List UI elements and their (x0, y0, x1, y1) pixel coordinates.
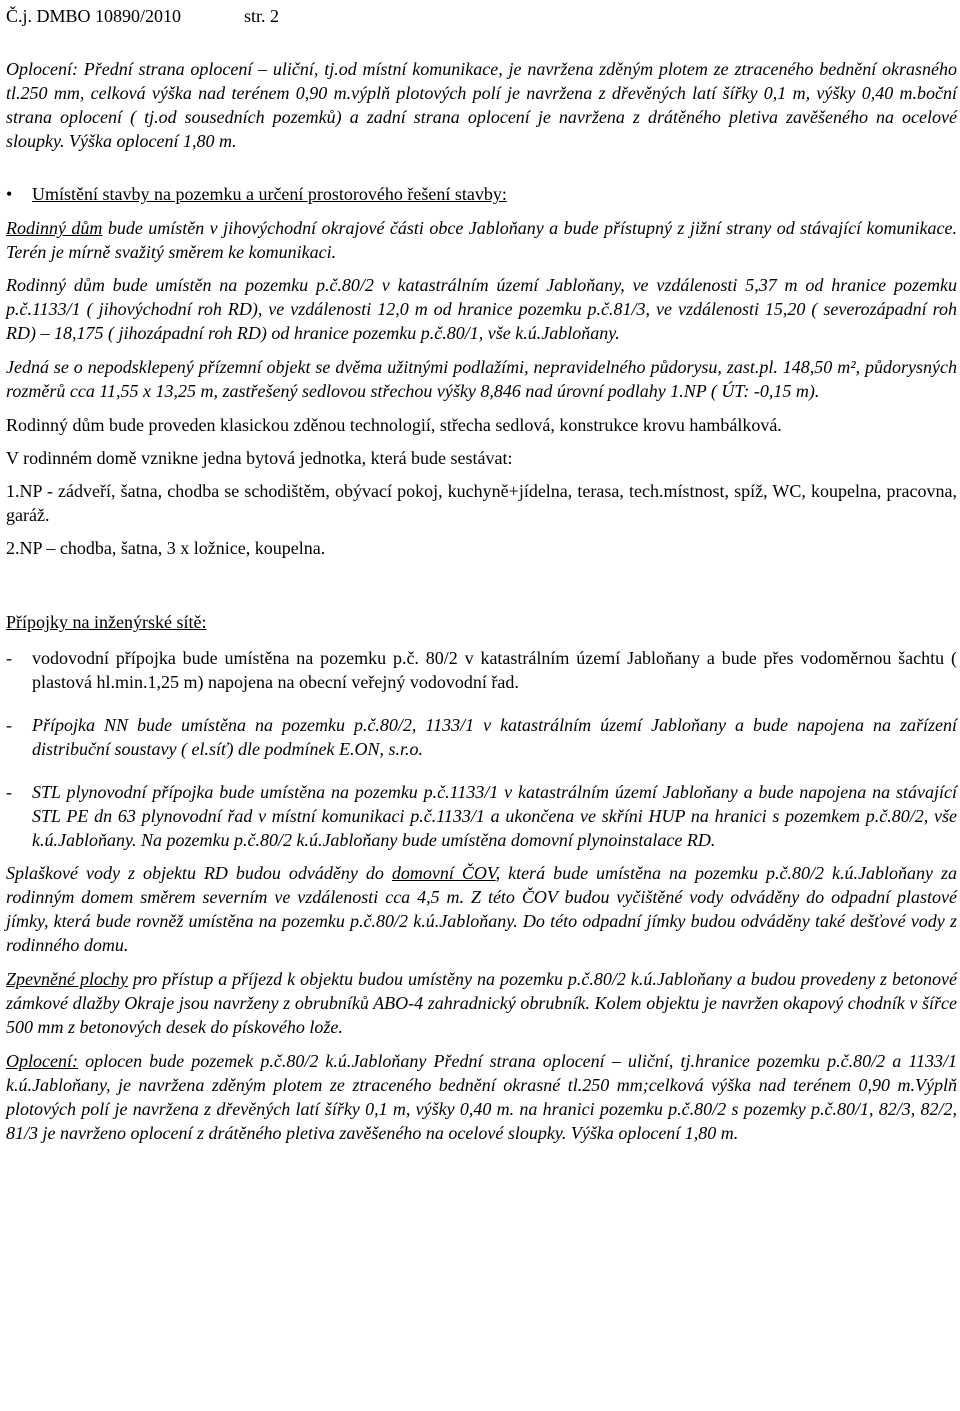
septic-tank-label: domovní ČOV (391, 863, 496, 883)
section-heading-placement (6, 182, 957, 206)
page-number: str. 2 (244, 6, 280, 26)
water-connection-text: vodovodní přípojka bude umístěna na pozemku p.č. 80/2 v katastrálním území Jabloňany a bude přes vodoměrnou šachtu ( plastová hl.min.1,25 m) napojena na obecní veřejný vodovodní řad. (32, 648, 957, 692)
first-floor-paragraph: 1.NP - zádveří, šatna, chodba se schodištěm, obývací pokoj, kuchyně+jídelna, terasa, tech.místnost, spíž, WC, koupelna, pracovna, garáž. (6, 481, 957, 525)
list-item: - vodovodní přípojka bude umístěna na pozemku p.č. 80/2 v katastrálním území Jabloňany a bude přes vodoměrnou šachtu ( plastová hl.min.1,25 m) napojena na obecní veřejný vodovodní řad. (6, 648, 957, 692)
fence-paragraph-final: Oplocení: oplocen bude pozemek p.č.80/2 k.ú.Jabloňany Přední strana oplocení – uliční, tj.hranice pozemku p.č.80/2 a 1133/1 k.ú.Jabloňany, je navržena zděným plotem ze ztraceného bednění okrasné tl.250 mm;celková výška nad terénem 0,90 m.Výplň plotových polí je navržena z dřevěných latí šířky 0,1 m, výšky 0,40 m. na hranici pozemku p.č.80/2 s pozemky p.č.80/1, 82/3, 82/2, 81/3 je navrženo oplocení z drátěného pletiva zavěšeného na ocelové sloupky. Výška oplocení 1,80 m. (6, 1051, 957, 1143)
location-paragraph: Rodinný dům bude umístěn na pozemku p.č.80/2 v katastrálním území Jabloňany, ve vzdálenosti 5,37 m od hranice pozemku p.č.1133/1 ( jihovýchodní roh RD), ve vzdálenosti 12,0 m od hranice pozemku p.č.81/3, ve vzdálenosti 15,20 ( severozápadní roh RD) – 18,175 ( jihozápadní roh RD) od hranice pozemku p.č.80/1, vše k.ú.Jabloňany. (6, 275, 957, 343)
list-item: - STL plynovodní přípojka bude umístěna na pozemku p.č.1133/1 v katastrálním území Jabloňany a bude napojena na stávající STL PE dn 63 plynovodní řad v místní komunikaci p.č.1133/1 a ukončena ve skříni HUP na hranici s pozemkem p.č.80/2, vše k.ú.Jabloňany. Na pozemku p.č.80/2 k.ú.Jabloňany bude umístěna domovní plynoinstalace RD. (6, 782, 957, 850)
electric-connection-text: Přípojka NN bude umístěna na pozemku p.č.80/2, 1133/1 v katastrálním území Jabloňany a bude napojena na zařízení distribuční soustavy ( el.síť) dle podmínek E.ON, s.r.o. (32, 715, 957, 759)
second-floor-paragraph: 2.NP – chodba, šatna, 3 x ložnice, koupelna. (6, 538, 326, 558)
paved-areas-paragraph: Zpevněné plochy pro přístup a příjezd k objektu budou umístěny na pozemku p.č.80/2 k.ú.Jabloňany a budou provedeny z betonové zámkové dlažby Okraje jsou navrženy z obrubníků ABO-4 zahradnický obrubník. Kolem objektu je navržen okapový chodník v šířce 500 mm z betonových desek do pískového lože. (6, 969, 957, 1037)
fence-final-label: Oplocení: (6, 1051, 78, 1071)
document-page (6, 4, 957, 1145)
house-label: Rodinný dům (6, 218, 103, 238)
placement-heading: Umístění stavby na pozemku a určení prostorového řešení stavby: (32, 184, 507, 204)
page-header (6, 4, 957, 28)
building-description-paragraph: Jedná se o nepodsklepený přízemní objekt se dvěma užitnými podlažími, nepravidelného půdorysu, zast.pl. 148,50 m², půdorysných rozměrů cca 11,55 x 13,25 m, zastřešený sedlovou střechou výšky 8,846 nad úrovní podlahy 1.NP ( ÚT: -0,15 m). (6, 357, 957, 401)
sewage-paragraph: Splaškové vody z objektu RD budou odváděny do domovní ČOV, která bude umístěna na pozemku p.č.80/2 k.ú.Jabloňany za rodinným domem směrem severním ve vzdálenosti cca 4,5 m. Z této ČOV budou vyčištěné vody odváděny do odpadní plastové jímky, která bude rovněž umístěna na pozemku p.č.80/2 k.ú.Jabloňany. Do této odpadní jímky budou odváděny také dešťové vody z rodinného domu. (6, 863, 957, 955)
fence-paragraph-intro (6, 57, 957, 153)
placement-paragraph (6, 216, 957, 264)
fence-text: Přední strana oplocení – uliční, tj.od místní komunikace, je navržena zděným plotem ze ztraceného bednění okrasného tl.250 mm, celková výška nad terénem 0,90 m.výplň plotových polí je navržena z dřevěných latí šířky 0,1 m, výšky 0,40 m.boční strana oplocení ( tj.od sousedních pozemků) a zadní strana oplocení je navržena z drátěného pletiva zavěšeného na ocelové sloupky. Výška oplocení 1,80 m. (6, 59, 957, 151)
construction-paragraph: Rodinný dům bude proveden klasickou zděnou technologií, střecha sedlová, konstrukce krovu hambálková. (6, 415, 782, 435)
document-reference: Č.j. DMBO 10890/2010 (6, 6, 182, 26)
paved-areas-label: Zpevněné plochy (6, 969, 128, 989)
utilities-heading: Přípojky na inženýrské sítě: (6, 612, 207, 632)
placement-text: bude umístěn v jihovýchodní okrajové části obce Jabloňany a bude přístupný z jižní strany od stávající komunikace. Terén je mírně svažitý směrem ke komunikaci. (6, 218, 958, 262)
list-item: - Přípojka NN bude umístěna na pozemku p.č.80/2, 1133/1 v katastrálním území Jabloňany a bude napojena na zařízení distribuční soustavy ( el.síť) dle podmínek E.ON, s.r.o. (6, 715, 957, 759)
fence-label: Oplocení: (6, 59, 78, 79)
gas-connection-text: STL plynovodní přípojka bude umístěna na pozemku p.č.1133/1 v katastrálním území Jabloňany a bude napojena na stávající STL PE dn 63 plynovodní řad v místní komunikaci p.č.1133/1 a ukončena ve skříni HUP na hranici s pozemkem p.č.80/2, vše k.ú.Jabloňany. Na pozemku p.č.80/2 k.ú.Jabloňany bude umístěna domovní plynoinstalace RD. (32, 782, 957, 850)
bullet-icon: • (6, 184, 13, 204)
unit-intro-paragraph: V rodinném domě vznikne jedna bytová jednotka, která bude sestávat: (6, 448, 513, 468)
